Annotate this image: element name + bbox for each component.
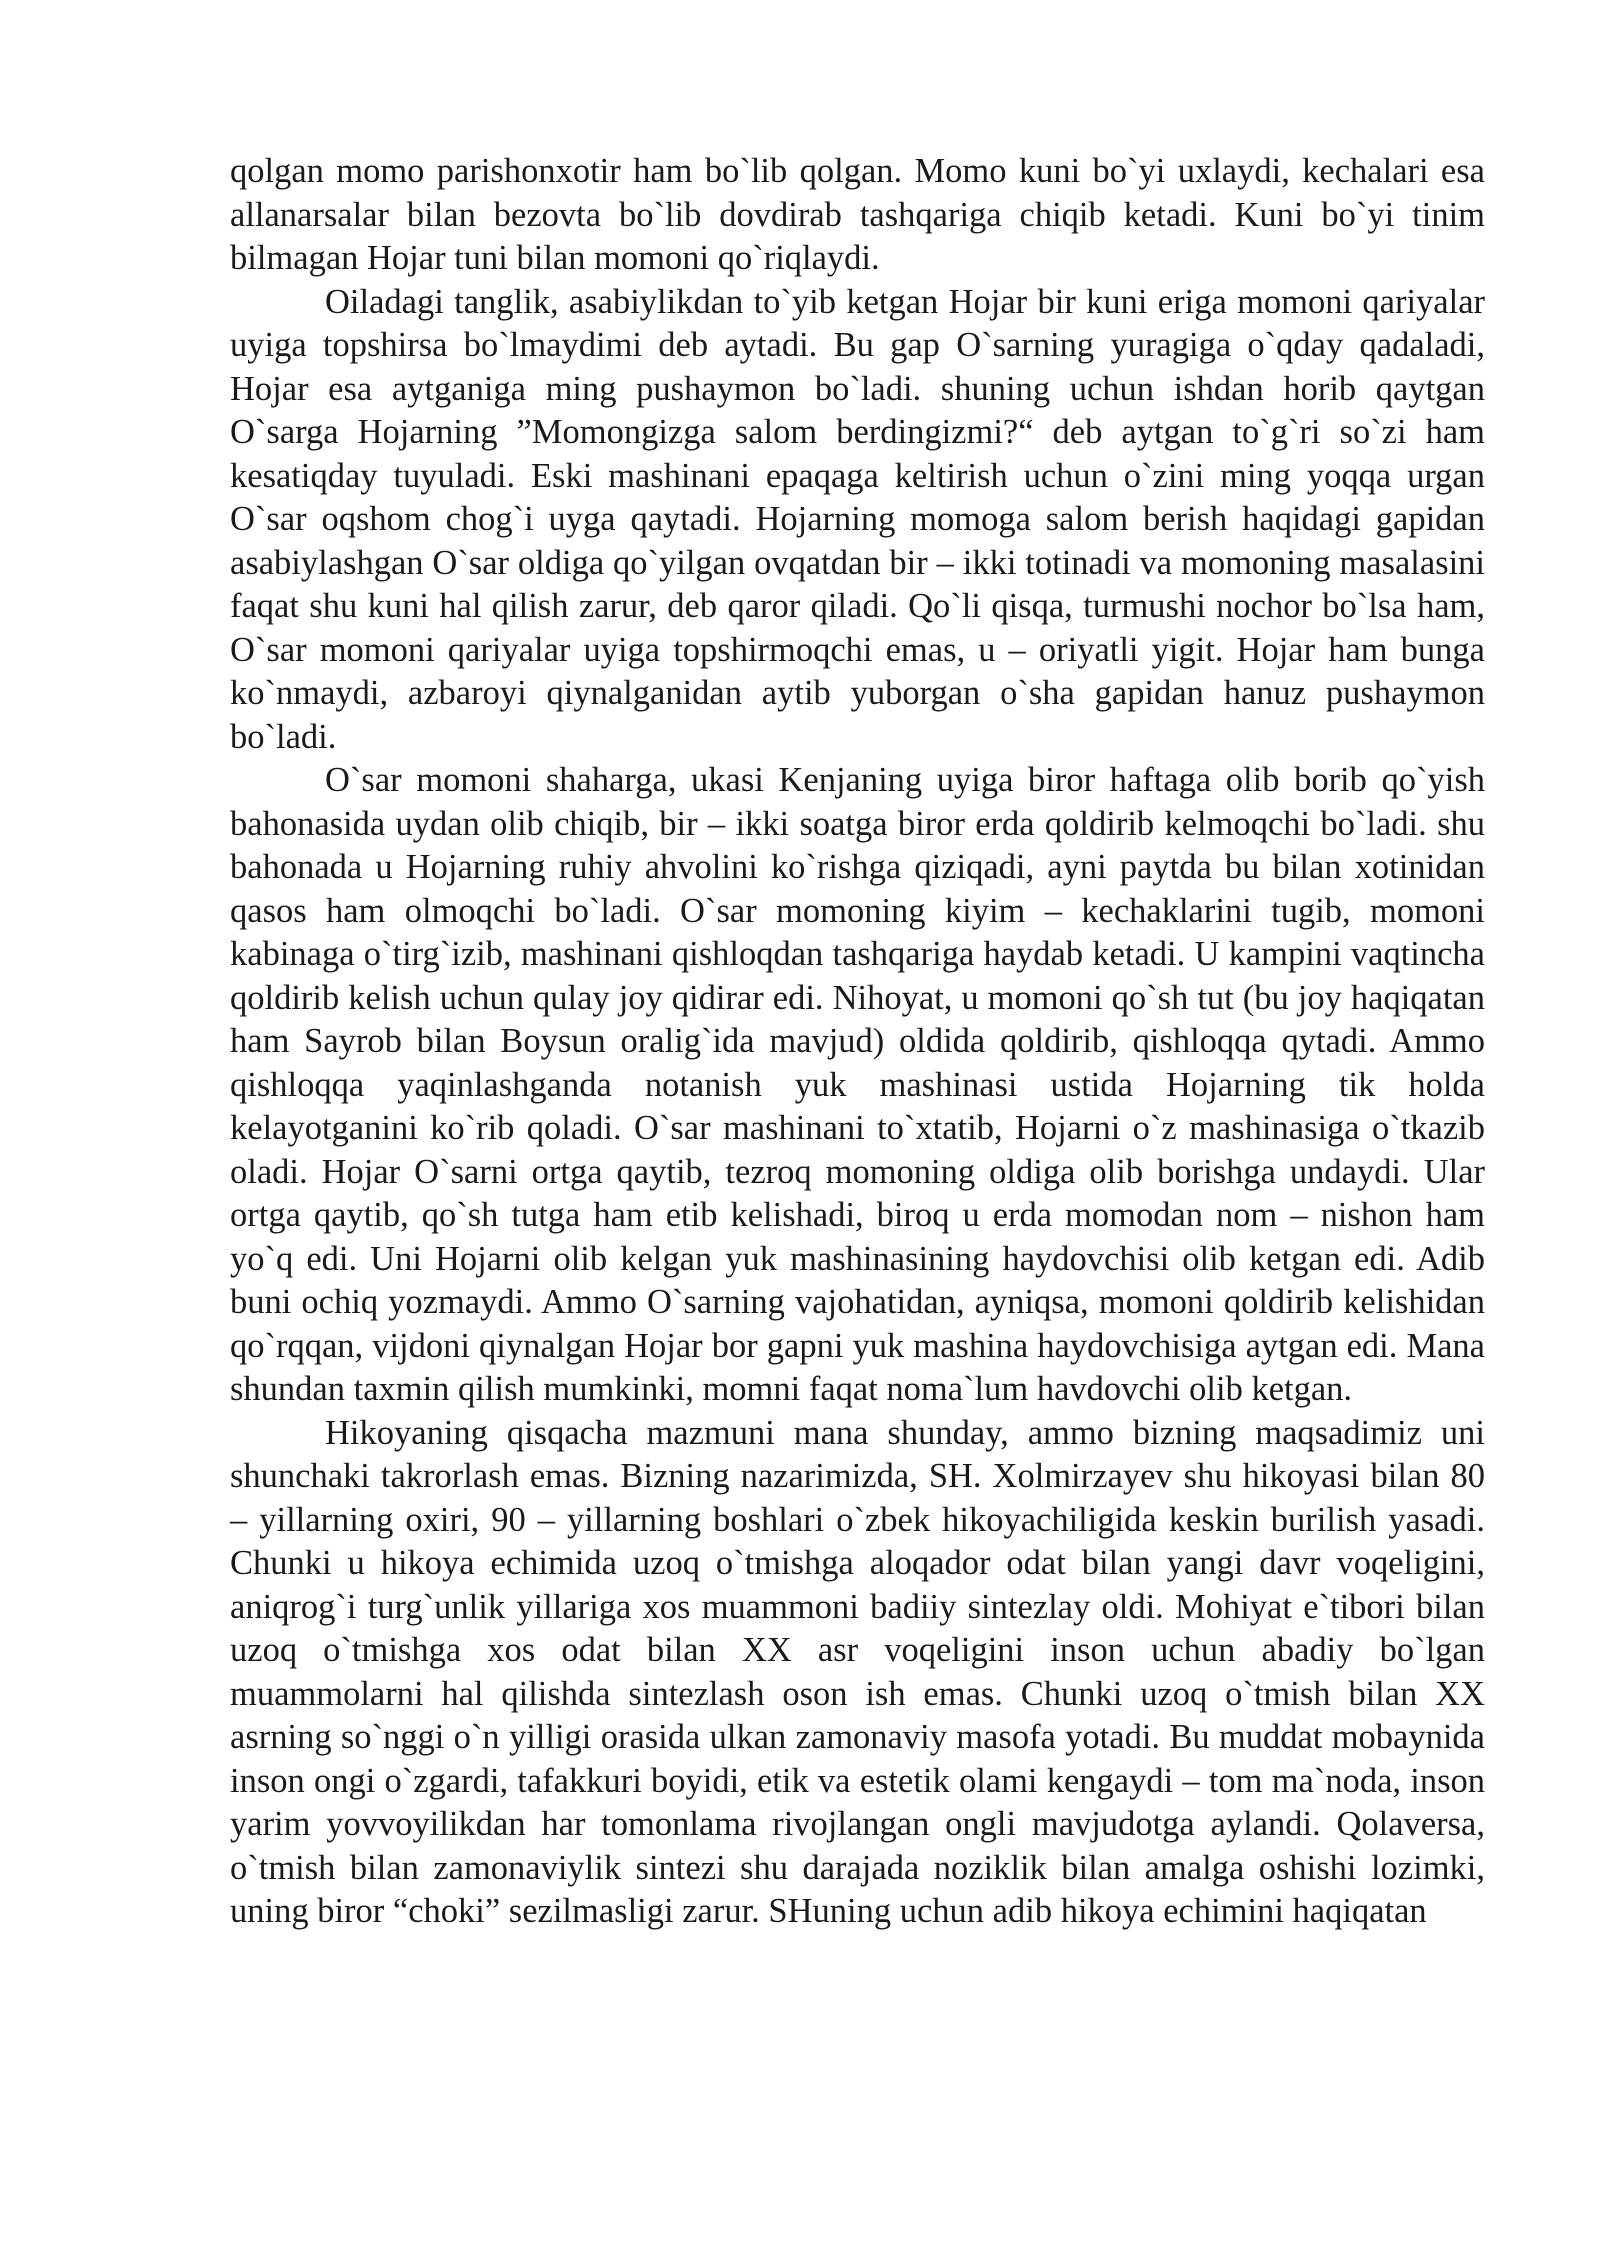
paragraph-hojar-suggestion: Oiladagi tanglik, asabiylikdan to`yib ketgan Hojar bir kuni eriga momoni qariyalar uyiga topshirsa bo`lmaydimi deb aytadi. Bu gap O`sarning yuragiga o`qday qadaladi, Hojar esa aytganiga ming pushaymon bo`ladi. shuning uchun ishdan horib qaytgan O`sarga Hojarning ”Momongizga salom berdingizmi?“ deb aytgan to`g`ri so`zi ham kesatiqday tuyuladi. Eski mashinani epaqaga keltirish uchun o`zini ming yoqqa urgan O`sar oqshom chog`i uyga qaytadi. Hojarning momoga salom berish haqidagi gapidan asabiylashgan O`sar oldiga qo`yilgan ovqatdan bir – ikki totinadi va momoning masalasini faqat shu kuni hal qilish zarur, deb qaror qiladi. Qo`li qisqa, turmushi nochor bo`lsa ham, O`sar momoni qariyalar uyiga topshirmoqchi emas, u – oriyatli yigit. Hojar ham bunga ko`nmaydi, azbaroyi qiynalganidan aytib yuborgan o`sha gapidan hanuz pushaymon bo`ladi. xyxy=(230,282,1485,756)
paragraph-osar-journey: O`sar momoni shaharga, ukasi Kenjaning uyiga biror haftaga olib borib qo`yish bahonasida uydan olib chiqib, bir – ikki soatga biror erda qoldirib kelmoqchi bo`ladi. shu bahonada u Hojarning ruhiy ahvolini ko`rishga qiziqadi, ayni paytda bu bilan xotinidan qasos ham olmoqchi bo`ladi. O`sar momoning kiyim – kechaklarini tugib, momoni kabinaga o`tirg`izib, mashinani qishloqdan tashqariga haydab ketadi. U kampini vaqtincha qoldirib kelish uchun qulay joy qidirar edi. Nihoyat, u momoni qo`sh tut (bu joy haqiqatan ham Sayrob bilan Boysun oralig`ida mavjud) oldida qoldirib, qishloqqa qytadi. Ammo qishloqqa yaqinlashganda notanish yuk mashinasi ustida Hojarning tik holda kelayotganini ko`rib qoladi. O`sar mashinani to`xtatib, Hojarni o`z mashinasiga o`tkazib oladi. Hojar O`sarni ortga qaytib, tezroq momoning oldiga olib borishga undaydi. Ular ortga qaytib, qo`sh tutga ham etib kelishadi, biroq u erda momodan nom – nishon ham yo`q edi. Uni Hojarni olib kelgan yuk mashinasining haydovchisi olib ketgan edi. Adib buni ochiq yozmaydi. Ammo O`sarning vajohatidan, ayniqsa, momoni qoldirib kelishidan qo`rqqan, vijdoni qiynalgan Hojar bor gapni yuk mashina haydovchisiga aytgan edi. Mana shundan taxmin qilish mumkinki, momni faqat noma`lum havdovchi olib ketgan. xyxy=(230,761,1485,1408)
document-page xyxy=(230,150,1485,1934)
paragraph-continuation: qolgan momo parishonxotir ham bo`lib qolgan. Momo kuni bo`yi uxlaydi, kechalari esa allanarsalar bilan bezovta bo`lib dovdirab tashqariga chiqib ketadi. Kuni bo`yi tinim bilmagan Hojar tuni bilan momoni qo`riqlaydi. xyxy=(230,152,1485,277)
paragraph-story-analysis: Hikoyaning qisqacha mazmuni mana shunday, ammo bizning maqsadimiz uni shunchaki takrorlash emas. Bizning nazarimizda, SH. Xolmirzayev shu hikoyasi bilan 80 – yillarning oxiri, 90 – yillarning boshlari o`zbek hikoyachiligida keskin burilish yasadi. Chunki u hikoya echimida uzoq o`tmishga aloqador odat bilan yangi davr voqeligini, aniqrog`i turg`unlik yillariga xos muammoni badiiy sintezlay oldi. Mohiyat e`tibori bilan uzoq o`tmishga xos odat bilan XX asr voqeligini inson uchun abadiy bo`lgan muammolarni hal qilishda sintezlash oson ish emas. Chunki uzoq o`tmish bilan XX asrning so`nggi o`n yilligi orasida ulkan zamonaviy masofa yotadi. Bu muddat mobaynida inson ongi o`zgardi, tafakkuri boyidi, etik va estetik olami kengaydi – tom ma`noda, inson yarim yovvoyilikdan har tomonlama rivojlangan ongli mavjudotga aylandi. Qolaversa, o`tmish bilan zamonaviylik sintezi shu darajada noziklik bilan amalga oshishi lozimki, uning biror “choki” sezilmasligi zarur. SHuning uchun adib hikoya echimini haqiqatan xyxy=(230,1413,1485,1930)
